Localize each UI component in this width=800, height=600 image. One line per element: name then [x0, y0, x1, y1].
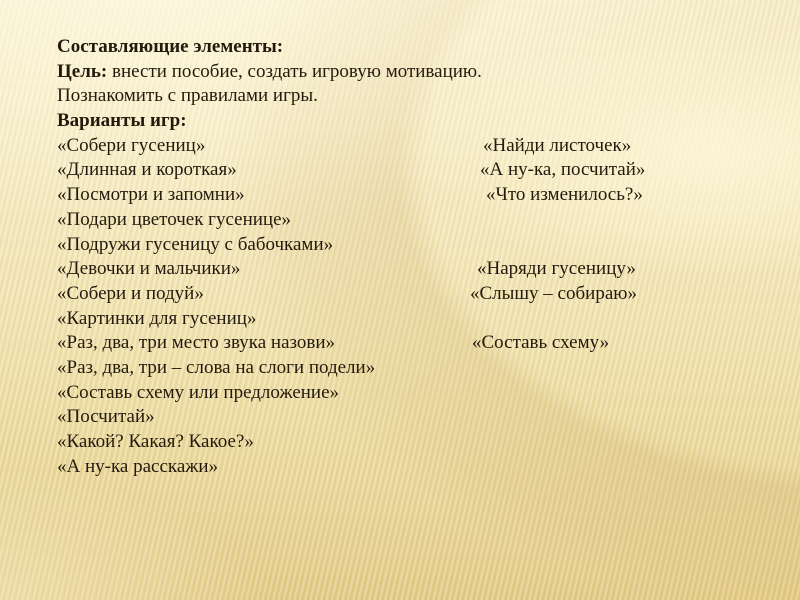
game-row: [57, 356, 777, 381]
goal-label: Цель:: [57, 60, 108, 82]
game-row: [57, 158, 777, 183]
heading-text: Составляющие элементы:: [57, 36, 284, 57]
game-title-left: «Посчитай»: [57, 406, 155, 428]
game-title-left: «Собери гусениц»: [57, 134, 206, 156]
game-title-left: «Какой? Какая? Какое?»: [57, 431, 254, 452]
game-row: [57, 307, 777, 332]
game-title-left: «А ну-ка расскажи»: [57, 455, 219, 477]
goal-line: [57, 60, 777, 85]
game-title-left: «Девочки и мальчики»: [57, 258, 241, 280]
game-row: [57, 455, 777, 480]
game-title-right: «А ну-ка, посчитай»: [480, 159, 646, 181]
game-title-left: «Раз, два, три место звука назови»: [57, 332, 336, 354]
slide-heading: [57, 35, 777, 60]
game-title-left: «Картинки для гусениц»: [57, 307, 257, 329]
game-title-right: «Наряди гусеницу»: [477, 258, 636, 280]
game-row: [57, 183, 777, 208]
game-title-right: «Составь схему»: [472, 332, 610, 354]
game-row: [57, 405, 777, 430]
intro-line: [57, 84, 777, 109]
game-title-left: «Составь схему или предложение»: [57, 381, 340, 403]
game-row: [57, 257, 777, 282]
intro-text: Познакомить с правилами игры.: [57, 85, 318, 107]
game-row: [57, 134, 777, 159]
game-row: [57, 430, 777, 455]
slide-text-block: [57, 35, 777, 479]
game-title-left: «Длинная и короткая»: [57, 159, 237, 181]
game-title-left: «Раз, два, три – слова на слоги подели»: [57, 356, 376, 378]
game-row: [57, 282, 777, 307]
game-row: [57, 331, 777, 356]
game-title-left: «Собери и подуй»: [57, 282, 204, 304]
game-row: [57, 381, 777, 406]
variants-label: Варианты игр:: [57, 110, 187, 132]
game-row: [57, 208, 777, 233]
variants-label-line: [57, 109, 777, 134]
game-title-right: «Слышу – собираю»: [470, 282, 637, 304]
goal-text: внести пособие, создать игровую мотивацию.: [107, 60, 482, 82]
game-row: [57, 233, 777, 258]
game-title-right: «Что изменилось?»: [486, 184, 643, 206]
game-title-left: «Посмотри и запомни»: [57, 184, 245, 206]
game-title-right: «Найди листочек»: [483, 134, 632, 156]
game-title-left: «Подружи гусеницу с бабочками»: [57, 233, 334, 255]
game-title-left: «Подари цветочек гусенице»: [57, 208, 292, 230]
